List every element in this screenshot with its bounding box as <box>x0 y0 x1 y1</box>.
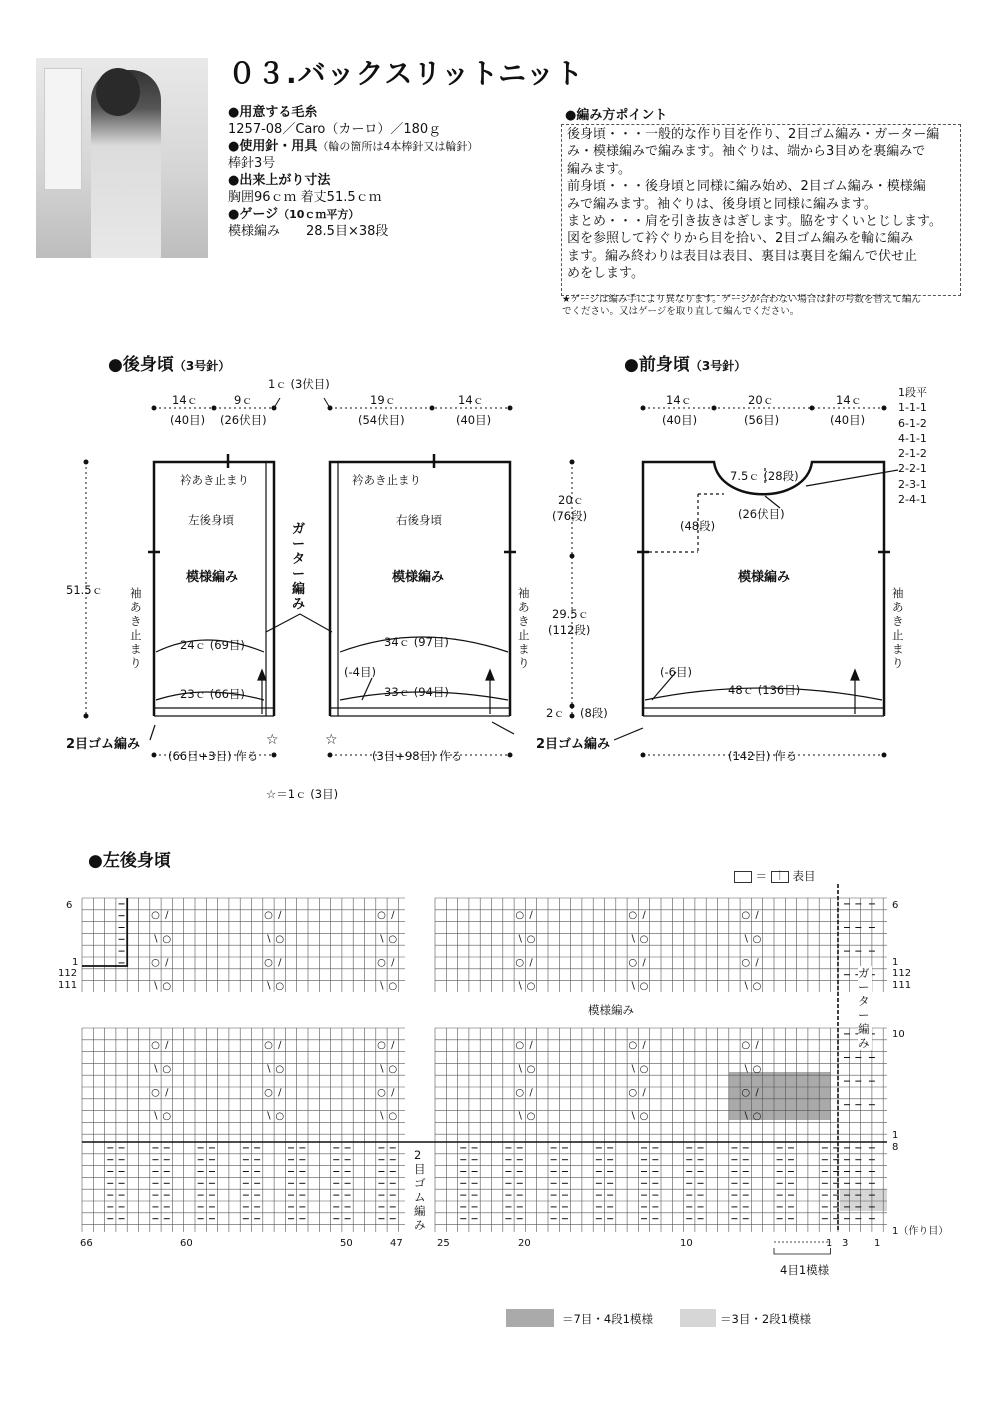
chart-symbol: ○ <box>377 1040 386 1052</box>
chart-symbol: ○ <box>741 1040 751 1052</box>
neck-row: 4-1-1 <box>898 431 927 445</box>
row-label-right: 8 <box>892 1142 899 1153</box>
col-label: 50 <box>340 1238 353 1249</box>
chart-symbol: ∖ <box>265 981 272 992</box>
neck-row: 2-3-1 <box>898 477 927 491</box>
needle-text: 棒針3号 <box>228 156 276 171</box>
chart-symbol: ○ <box>388 1063 398 1075</box>
neck-rows-48: (48段) <box>680 519 716 533</box>
neck-bind-off: (26伏目) <box>738 507 785 521</box>
chart-symbol: ∕ <box>165 1087 169 1099</box>
chart-symbol: ∖ <box>378 1111 385 1122</box>
back-dim-4: 19ｃ <box>370 393 397 407</box>
back-dim-5: 14ｃ <box>458 393 485 407</box>
cast-on-right: (3目+98目) 作る <box>372 749 463 763</box>
chart-symbol: ∖ <box>152 933 159 945</box>
chart-symbol: ○ <box>151 1040 160 1052</box>
back-dim-2-stitch: (26伏目) <box>220 413 267 427</box>
chart-symbol: ○ <box>741 1087 751 1099</box>
chart-symbol: ∕ <box>755 957 759 969</box>
legend-label: 表目 <box>792 869 816 883</box>
chart-symbol: ∖ <box>629 1063 636 1075</box>
front-dim-3: 14ｃ <box>836 393 863 407</box>
front-dim-3-stitch: (40目) <box>830 413 866 427</box>
back-height: 51.5ｃ <box>66 583 104 597</box>
chart-symbol: ∕ <box>529 957 533 969</box>
chart-symbol: ∖ <box>516 933 523 945</box>
row-label-right: 1 <box>892 957 899 968</box>
chart-symbol: ○ <box>515 957 525 969</box>
note-line: ★ゲージは編み手により異なります。ゲージが合わない場合は針の号数を替えて編ん <box>562 294 921 305</box>
legend-eq: ＝ <box>755 869 768 883</box>
row-label-left: 6 <box>66 900 73 911</box>
chart-symbol: ○ <box>628 1040 638 1052</box>
chart-symbol: ∕ <box>391 1040 395 1052</box>
chart-symbol: ∖ <box>265 933 272 945</box>
gauge-note: （10ｃｍ平方） <box>278 208 360 221</box>
vert-dim-2-rows: (112段) <box>548 623 591 637</box>
chart-symbol: ∕ <box>529 1087 533 1099</box>
star-icon: ☆ <box>266 732 279 748</box>
chart-symbol: ○ <box>526 1063 536 1075</box>
chart-title: ●左後身頃 <box>88 851 171 871</box>
col-label: 25 <box>437 1238 450 1249</box>
chart-symbol: ○ <box>275 1063 285 1075</box>
chart-symbol: ○ <box>264 957 273 969</box>
chart-symbol: ∕ <box>642 1087 646 1099</box>
chart-symbol: ∖ <box>742 1063 749 1075</box>
collar-stop-left: 衿あき止まり <box>180 473 249 487</box>
repeat-label: 4目1模様 <box>780 1263 830 1277</box>
chart-symbol: ∖ <box>378 981 385 992</box>
point-line: めをします。 <box>567 266 644 282</box>
point-line: み・模様編みで編みます。袖ぐりは、端から3目めを裏編みで <box>567 144 926 160</box>
chart-symbol: ○ <box>752 933 762 945</box>
chart-symbol: ○ <box>515 1087 525 1099</box>
chart-symbol: ∖ <box>152 981 159 992</box>
chart-symbol: ∕ <box>278 1040 282 1052</box>
chart-symbol: ○ <box>162 1063 172 1075</box>
sleeve-stop-front: 袖あき止まり <box>892 586 904 670</box>
row-label-right: 112 <box>892 968 912 979</box>
back-width-4: 33ｃ (94目) <box>384 685 449 699</box>
col-label: 10 <box>680 1238 693 1249</box>
chart-symbol: ∖ <box>378 933 385 945</box>
chart-symbol: ∕ <box>755 1040 759 1052</box>
back-title: ●後身頃 <box>108 355 174 375</box>
chart-symbol: ∕ <box>278 957 282 969</box>
point-line: 編みます。 <box>567 161 631 177</box>
legend-dark-label: ＝7目・4段1模様 <box>562 1312 653 1326</box>
chart-symbol: ∕ <box>278 910 282 922</box>
chart-symbol: ○ <box>264 1087 273 1099</box>
size-text: 胸囲96ｃｍ 着丈51.5ｃｍ <box>228 190 382 205</box>
chart-symbol: ∖ <box>265 1063 272 1075</box>
page-title: ０３.バックスリットニット <box>228 57 584 90</box>
chart-symbol: ○ <box>526 1111 536 1122</box>
point-line: ます。編み終わりは表目は表目、裏目は裏目を編んで伏せ止 <box>567 248 917 264</box>
col-label: 1 <box>874 1238 881 1249</box>
legend-light-swatch <box>680 1309 716 1327</box>
chart-symbol: ○ <box>162 933 172 945</box>
rib-label-left: 2目ゴム編み <box>66 737 141 752</box>
chart-symbol: ∕ <box>755 910 759 922</box>
chart-symbol: ∖ <box>629 933 636 945</box>
back-dim-1: 14ｃ <box>172 393 199 407</box>
chart-symbol: ○ <box>639 1063 649 1075</box>
chart-symbol: ○ <box>275 981 285 992</box>
row-label-right: 111 <box>892 980 912 991</box>
chart-symbol: ○ <box>628 910 638 922</box>
chart-symbol: ∕ <box>165 957 169 969</box>
point-line: まとめ・・・肩を引き抜きはぎします。脇をすくいとじします。 <box>567 214 942 230</box>
neck-depth: 7.5ｃ (28段) <box>730 469 799 483</box>
back-decrease: (-4目) <box>344 665 376 679</box>
back-dim-2: 9ｃ <box>234 393 253 407</box>
chart-symbol: ∖ <box>378 1063 385 1075</box>
chart-symbol: ∖ <box>516 981 523 992</box>
chart-symbol: ∖ <box>152 1111 159 1122</box>
col-label: 47 <box>390 1238 403 1249</box>
chart-symbol: ∖ <box>516 1111 523 1122</box>
chart-symbol: ∕ <box>278 1087 282 1099</box>
left-back-name: 左後身頃 <box>188 513 234 527</box>
chart-symbol: ∕ <box>642 910 646 922</box>
yarn-heading: ●用意する毛糸 <box>228 105 318 120</box>
front-dim-2: 20ｃ <box>748 393 775 407</box>
needle-heading: ●使用針・用具 <box>228 139 318 154</box>
vert-dim-3-rows: (8段) <box>580 706 608 720</box>
note-line: でください。又はゲージを取り直して編んでください。 <box>562 306 800 317</box>
chart-symbol: ∖ <box>265 1111 272 1122</box>
chart-symbol: ∕ <box>529 910 533 922</box>
back-dim-5-stitch: (40目) <box>456 413 492 427</box>
chart-symbol: ∖ <box>742 933 749 945</box>
knit-symbol-icon: ｜ <box>771 871 789 883</box>
point-line: 前身頃・・・後身頃と同様に編み始め、2目ゴム編み・模様編 <box>567 179 926 195</box>
chart-pattern-label: 模様編み <box>588 1003 634 1017</box>
chart-symbol: ○ <box>752 1111 762 1122</box>
size-heading: ●出来上がり寸法 <box>228 173 331 188</box>
chart-symbol: ○ <box>752 1063 762 1075</box>
row-label-right: 6 <box>892 900 899 911</box>
vert-dim-3: 2ｃ <box>546 706 565 720</box>
points-heading: ●編み方ポイント <box>565 108 668 123</box>
star-legend: ☆＝1ｃ (3目) <box>266 787 339 801</box>
chart-symbol: ∖ <box>152 1063 159 1075</box>
legend-dark-swatch <box>506 1309 554 1327</box>
chart-symbol: ○ <box>151 957 160 969</box>
chart-symbol: ∕ <box>755 1087 759 1099</box>
back-dim-3: 1ｃ (3伏目) <box>268 377 330 391</box>
chart-symbol: ∖ <box>629 981 636 992</box>
gauge-text: 模様編み 28.5目×38段 <box>228 224 389 239</box>
front-needle: （3号針） <box>689 359 747 373</box>
needle-note: （輪の箇所は4本棒針又は輪針） <box>317 140 479 153</box>
cast-on-left: (66目+3目) 作る <box>168 749 259 763</box>
yarn-text: 1257-08／Caro（カーロ）／180ｇ <box>228 122 442 137</box>
chart-symbol: ○ <box>388 933 398 945</box>
neck-row: 1段平 <box>898 386 927 399</box>
neck-row: 2-1-2 <box>898 447 927 461</box>
chart-symbol: ∕ <box>165 1040 169 1052</box>
chart-symbol: ∕ <box>642 1040 646 1052</box>
front-width: 48ｃ (136目) <box>728 683 801 697</box>
front-dim-1-stitch: (40目) <box>662 413 698 427</box>
row-label-left: 111 <box>58 980 78 991</box>
chart-symbol: ○ <box>388 1111 398 1122</box>
pattern-label-left: 模様編み <box>186 570 239 585</box>
col-label: 20 <box>518 1238 531 1249</box>
pattern-label-right: 模様編み <box>392 570 445 585</box>
chart-symbol: ∖ <box>629 1111 636 1122</box>
front-title: ●前身頃 <box>624 355 690 375</box>
legend-light-label: ＝3目・2段1模様 <box>720 1312 811 1326</box>
neck-row: 6-1-2 <box>898 416 927 430</box>
chart-symbol: ○ <box>151 1087 160 1099</box>
vert-dim-2: 29.5ｃ <box>552 607 590 621</box>
chart-symbol: ○ <box>264 910 273 922</box>
chart-symbol: ○ <box>515 1040 525 1052</box>
chart-symbol: ○ <box>515 910 525 922</box>
front-dim-2-stitch: (56目) <box>744 413 780 427</box>
chart-symbol: ∕ <box>642 957 646 969</box>
chart-symbol: ∖ <box>516 1063 523 1075</box>
chart-symbol: ○ <box>741 957 751 969</box>
shade-light <box>840 1189 887 1211</box>
right-back-name: 右後身頃 <box>396 513 442 527</box>
neck-row: 2-2-1 <box>898 462 927 476</box>
chart-symbol: ○ <box>388 981 398 992</box>
back-width-2: 34ｃ (97目) <box>384 635 449 649</box>
chart-symbol: ○ <box>639 933 649 945</box>
col-label: 60 <box>180 1238 193 1249</box>
front-dim-1: 14ｃ <box>666 393 693 407</box>
chart-symbol: ○ <box>275 1111 285 1122</box>
front-cast-on: (142目) 作る <box>728 749 798 763</box>
back-width-3: 23ｃ (66目) <box>180 687 245 701</box>
row-label-right: 1（作り目） <box>892 1226 949 1237</box>
point-line: 後身頃・・・一般的な作り目を作り、2目ゴム編み・ガーター編 <box>567 127 940 142</box>
back-dim-1-stitch: (40目) <box>170 413 206 427</box>
chart-symbol: ○ <box>162 981 172 992</box>
point-line: みで編みます。袖ぐりは、後身頃と同様に編みます。 <box>567 196 877 212</box>
rib-label-right: 2目ゴム編み <box>536 737 611 752</box>
star-icon: ☆ <box>325 732 338 748</box>
row-label-right: 10 <box>892 1029 905 1040</box>
sleeve-stop-back-right: 袖あき止まり <box>518 586 530 670</box>
chart-symbol: ∕ <box>529 1040 533 1052</box>
chart-symbol: ∕ <box>391 957 395 969</box>
row-label-left: 112 <box>58 968 78 979</box>
chart-symbol: ○ <box>377 1087 386 1099</box>
chart-symbol: ∕ <box>391 1087 395 1099</box>
chart-symbol: ○ <box>377 957 386 969</box>
row-label-left: 1 <box>72 957 79 968</box>
chart-symbol: ∕ <box>391 910 395 922</box>
chart-symbol: ○ <box>151 910 160 922</box>
chart-symbol: ○ <box>162 1111 172 1122</box>
vert-dim-1-rows: (76段) <box>552 509 588 523</box>
neck-row: 2-4-1 <box>898 493 927 507</box>
point-line: 図を参照して衿ぐりから目を拾い、2目ゴム編みを輪に編み <box>567 231 914 247</box>
chart-symbol: ○ <box>628 957 638 969</box>
chart-symbol: ○ <box>741 910 751 922</box>
chart-symbol: ∖ <box>742 981 749 992</box>
back-dim-4-stitch: (54伏目) <box>358 413 405 427</box>
chart-symbol: ○ <box>526 981 536 992</box>
col-label: 66 <box>80 1238 93 1249</box>
collar-stop-right: 衿あき止まり <box>352 473 421 487</box>
sleeve-stop-back-left: 袖あき止まり <box>130 586 142 670</box>
col-label: 1 <box>826 1238 833 1249</box>
back-needle: （3号針） <box>173 359 231 373</box>
chart-symbol: ○ <box>275 933 285 945</box>
chart-symbol: ∖ <box>742 1111 749 1122</box>
chart-garter-label: ガーター編み <box>858 966 872 1050</box>
chart-symbol: ∕ <box>165 910 169 922</box>
chart-symbol: ○ <box>526 933 536 945</box>
chart-symbol: ○ <box>377 910 386 922</box>
col-label: 3 <box>842 1238 849 1249</box>
chart-symbol: ○ <box>639 1111 649 1122</box>
chart-symbol: ○ <box>264 1040 273 1052</box>
vert-dim-1: 20ｃ <box>558 493 585 507</box>
chart-symbol: ○ <box>628 1087 638 1099</box>
chart-symbol: ○ <box>752 981 762 992</box>
front-pattern-label: 模様編み <box>738 570 791 585</box>
chart-rib-label: 2目ゴム編み <box>414 1148 428 1232</box>
front-decrease: (-6目) <box>660 665 692 679</box>
chart-symbol: ○ <box>639 981 649 992</box>
row-label-right: 1 <box>892 1130 899 1141</box>
back-width-1: 24ｃ (69目) <box>180 638 245 652</box>
gauge-heading: ●ゲージ <box>228 207 279 222</box>
neck-row: 1-1-1 <box>898 401 927 415</box>
garter-label: ガーター編み <box>292 522 306 612</box>
